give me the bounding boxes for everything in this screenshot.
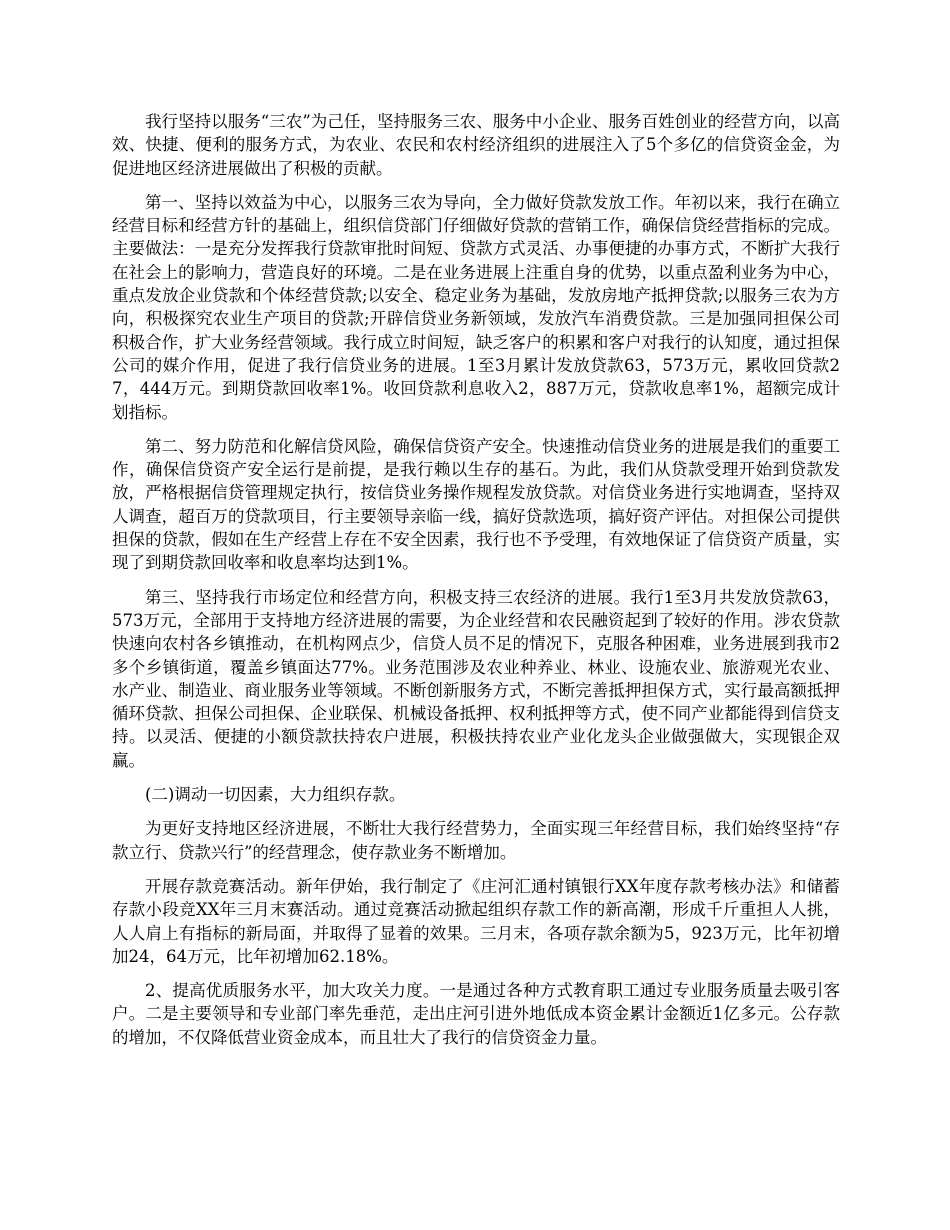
paragraph-deposit-philosophy: 为更好支持地区经济进展，不断壮大我行经营势力，全面实现三年经营目标，我们始终坚持“存款立行、贷款兴行”的经营理念，使存款业务不断增加。 [112, 819, 840, 862]
paragraph-competition: 开展存款竞赛活动。新年伊始，我行制定了《庄河汇通村镇银行XX年度存款考核办法》和储蓄存款小段竞XX年三月末赛活动。通过竞赛活动掀起组织存款工作的新高潮，形成千斤重担人人挑，人人肩上有指标的新局面，并取得了显着的效果。三月末，各项存款余额为5，923万元，比年初增加24，64万元，比年初增加62.18%。 [112, 876, 840, 966]
paragraph-risk: 第二、努力防范和化解信贷风险，确保信贷资产安全。快速推动信贷业务的进展是我们的重要工作，确保信贷资产安全运行是前提，是我行赖以生存的基石。为此，我们从贷款受理开始到贷款发放，严格根据信贷管理规定执行，按信贷业务操作规程发放贷款。对信贷业务进行实地调查，坚持双人调查，超百万的贷款项目，行主要领导亲临一线，搞好贷款选项，搞好资产评估。对担保公司提供担保的贷款，假如在生产经营上存在不安全因素，我行也不予受理，有效地保证了信贷资产质量，实现了到期贷款回收率和收息率均达到1%。 [112, 436, 840, 573]
document-body [112, 110, 840, 1060]
paragraph-deposit-heading: (二)调动一切因素，大力组织存款。 [145, 785, 406, 805]
paragraph-intro: 我行坚持以服务“三农”为己任，坚持服务三农、服务中小企业、服务百姓创业的经营方向，以高效、快捷、便利的服务方式，为农业、农民和农村经济组织的进展注入了5个多亿的信贷资金金，为促进地区经济进展做出了积极的贡献。 [112, 112, 840, 178]
paragraph-loans: 第一、坚持以效益为中心，以服务三农为导向，全力做好贷款发放工作。年初以来，我行在确立经营目标和经营方针的基础上，组织信贷部门仔细做好贷款的营销工作，确保信贷经营指标的完成。主要做法：一是充分发挥我行贷款审批时间短、贷款方式灵活、办事便捷的办事方式，不断扩大我行在社会上的影响力，营造良好的环境。二是在业务进展上注重自身的优势，以重点盈利业务为中心，重点发放企业贷款和个体经营贷款;以安全、稳定业务为基础，发放房地产抵押贷款;以服务三农为方向，积极探究农业生产项目的贷款;开辟信贷业务新领域，发放汽车消费贷款。三是加强同担保公司积极合作，扩大业务经营领域。我行成立时间短，缺乏客户的积累和客户对我行的认知度，通过担保公司的媒介作用，促进了我行信贷业务的进展。1至3月累计发放贷款63，573万元，累收回贷款27，444万元。到期贷款回收率1%。收回贷款利息收入2，887万元，贷款收息率1%，超额完成计划指标。 [112, 192, 840, 422]
paragraph-market: 第三、坚持我行市场定位和经营方向，积极支持三农经济的进展。我行1至3月共发放贷款63，573万元，全部用于支持地方经济进展的需要，为企业经营和农民融资起到了较好的作用。涉农贷款快速向农村各乡镇推动，在机构网点少，信贷人员不足的情况下，克服各种困难，业务进展到我市2多个乡镇街道，覆盖乡镇面达77%。业务范围涉及农业种养业、林业、设施农业、旅游观光农业、水产业、制造业、商业服务业等领域。不断创新服务方式，不断完善抵押担保方式，实行最高额抵押循环贷款、担保公司担保、企业联保、机械设备抵押、权利抵押等方式，使不同产业都能得到信贷支持。以灵活、便捷的小额贷款扶持农户进展，积极扶持农业产业化龙头企业做强做大，实现银企双赢。 [112, 587, 840, 770]
paragraph-service: 2、提高优质服务水平，加大攻关力度。一是通过各种方式教育职工通过专业服务质量去吸引客户。二是主要领导和专业部门率先垂范，走出庄河引进外地低成本资金累计金额近1亿多元。公存款的增加，不仅降低营业资金成本，而且壮大了我行的信贷资金力量。 [112, 981, 840, 1047]
